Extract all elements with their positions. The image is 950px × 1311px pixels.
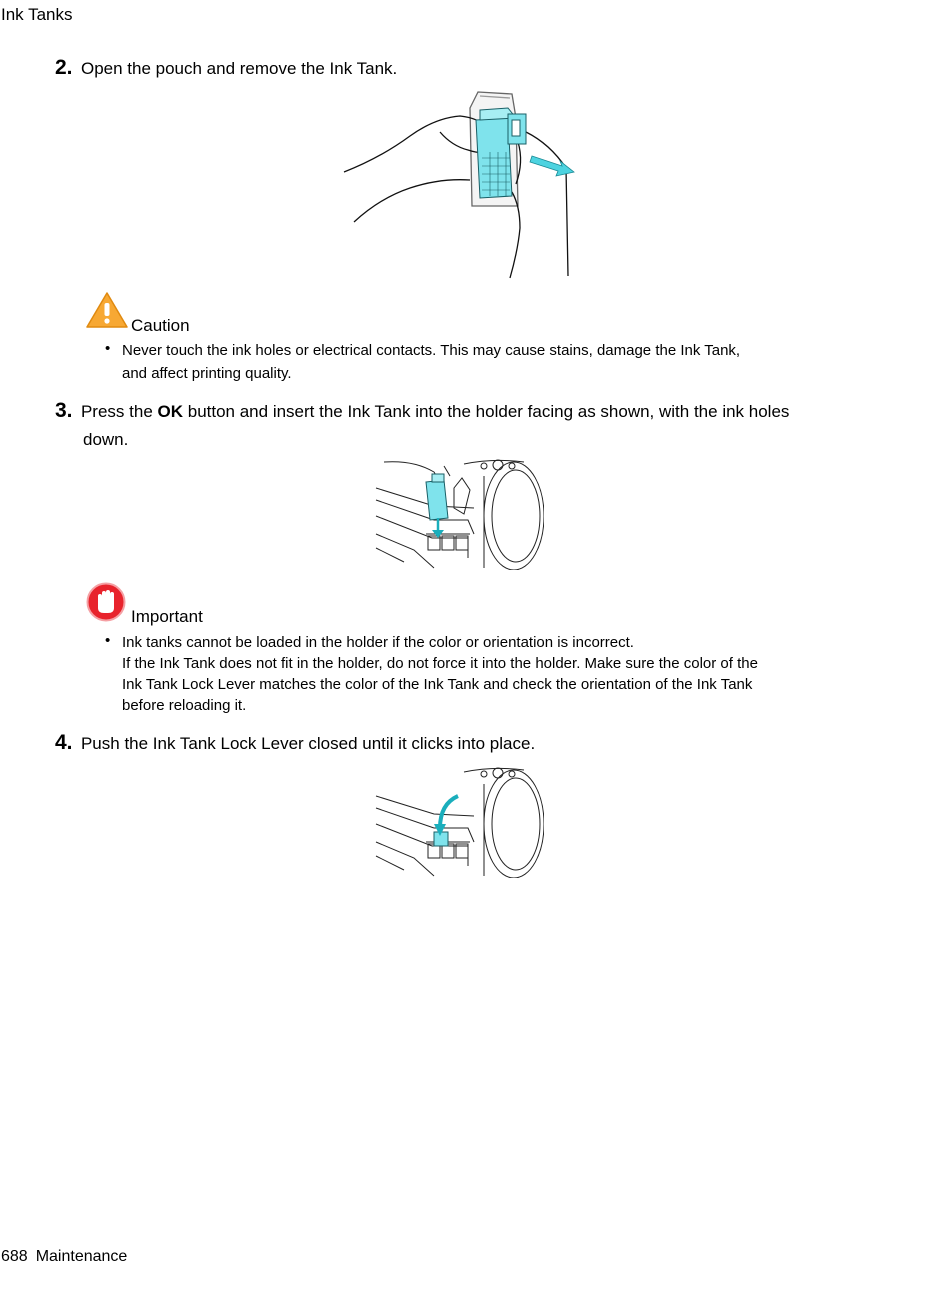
- step-3: [55, 399, 875, 423]
- page-header: Ink Tanks: [1, 5, 73, 24]
- step-number: 3.: [55, 399, 73, 422]
- ok-button-label: OK: [157, 402, 184, 421]
- step-number: 2.: [55, 56, 73, 79]
- caution-bullet: [105, 340, 110, 358]
- page-footer: [1, 1248, 127, 1266]
- remove-ink-tank-illustration: [340, 88, 580, 280]
- important-bullet-text: [122, 632, 842, 716]
- important-line-3: Ink Tank Lock Lever matches the color of the Ink Tank and check the orientation of the Ink Tank: [122, 676, 753, 693]
- step-text: Open the pouch and remove the Ink Tank.: [80, 59, 398, 78]
- step-number: 4.: [55, 731, 73, 754]
- bullet-dot: •: [105, 340, 111, 357]
- step-2: [55, 56, 397, 80]
- important-line-2: If the Ink Tank does not fit in the holder, do not force it into the holder. Make sure the color of the: [122, 655, 758, 672]
- important-bullet: [105, 632, 110, 650]
- caution-line-1: Never touch the ink holes or electrical contacts. This may cause stains, damage the Ink Tank,: [122, 342, 741, 359]
- warning-triangle-icon: [85, 291, 129, 329]
- page-number: 688: [1, 1248, 28, 1265]
- ink-tank-cyan: [476, 108, 526, 198]
- ink-tank-cyan: [434, 832, 448, 846]
- ink-tank-cyan: [426, 474, 448, 520]
- step-text: Push the Ink Tank Lock Lever closed until it clicks into place.: [80, 734, 536, 753]
- insert-direction-arrow-icon: [432, 518, 444, 538]
- pull-direction-arrow-icon: [530, 156, 574, 176]
- close-direction-arrow-icon: [434, 796, 458, 836]
- important-title: Important: [131, 607, 203, 626]
- bullet-dot: •: [105, 632, 111, 649]
- caution-title: Caution: [131, 316, 190, 335]
- insert-ink-tank-illustration: [374, 458, 544, 570]
- step-4: [55, 731, 535, 755]
- important-line-1: Ink tanks cannot be loaded in the holder if the color or orientation is incorrect.: [122, 634, 634, 651]
- caution-line-2: and affect printing quality.: [122, 365, 292, 382]
- caution-bullet-text: [122, 340, 842, 384]
- step-text-after: button and insert the Ink Tank into the holder facing as shown, with the ink holes: [183, 402, 790, 421]
- section-name: Maintenance: [35, 1248, 128, 1265]
- important-line-4: before reloading it.: [122, 697, 247, 714]
- step-3-line2: down.: [83, 430, 129, 449]
- close-lock-lever-illustration: [374, 766, 544, 878]
- step-text-before: Press the: [80, 402, 158, 421]
- stop-hand-icon: [86, 582, 126, 622]
